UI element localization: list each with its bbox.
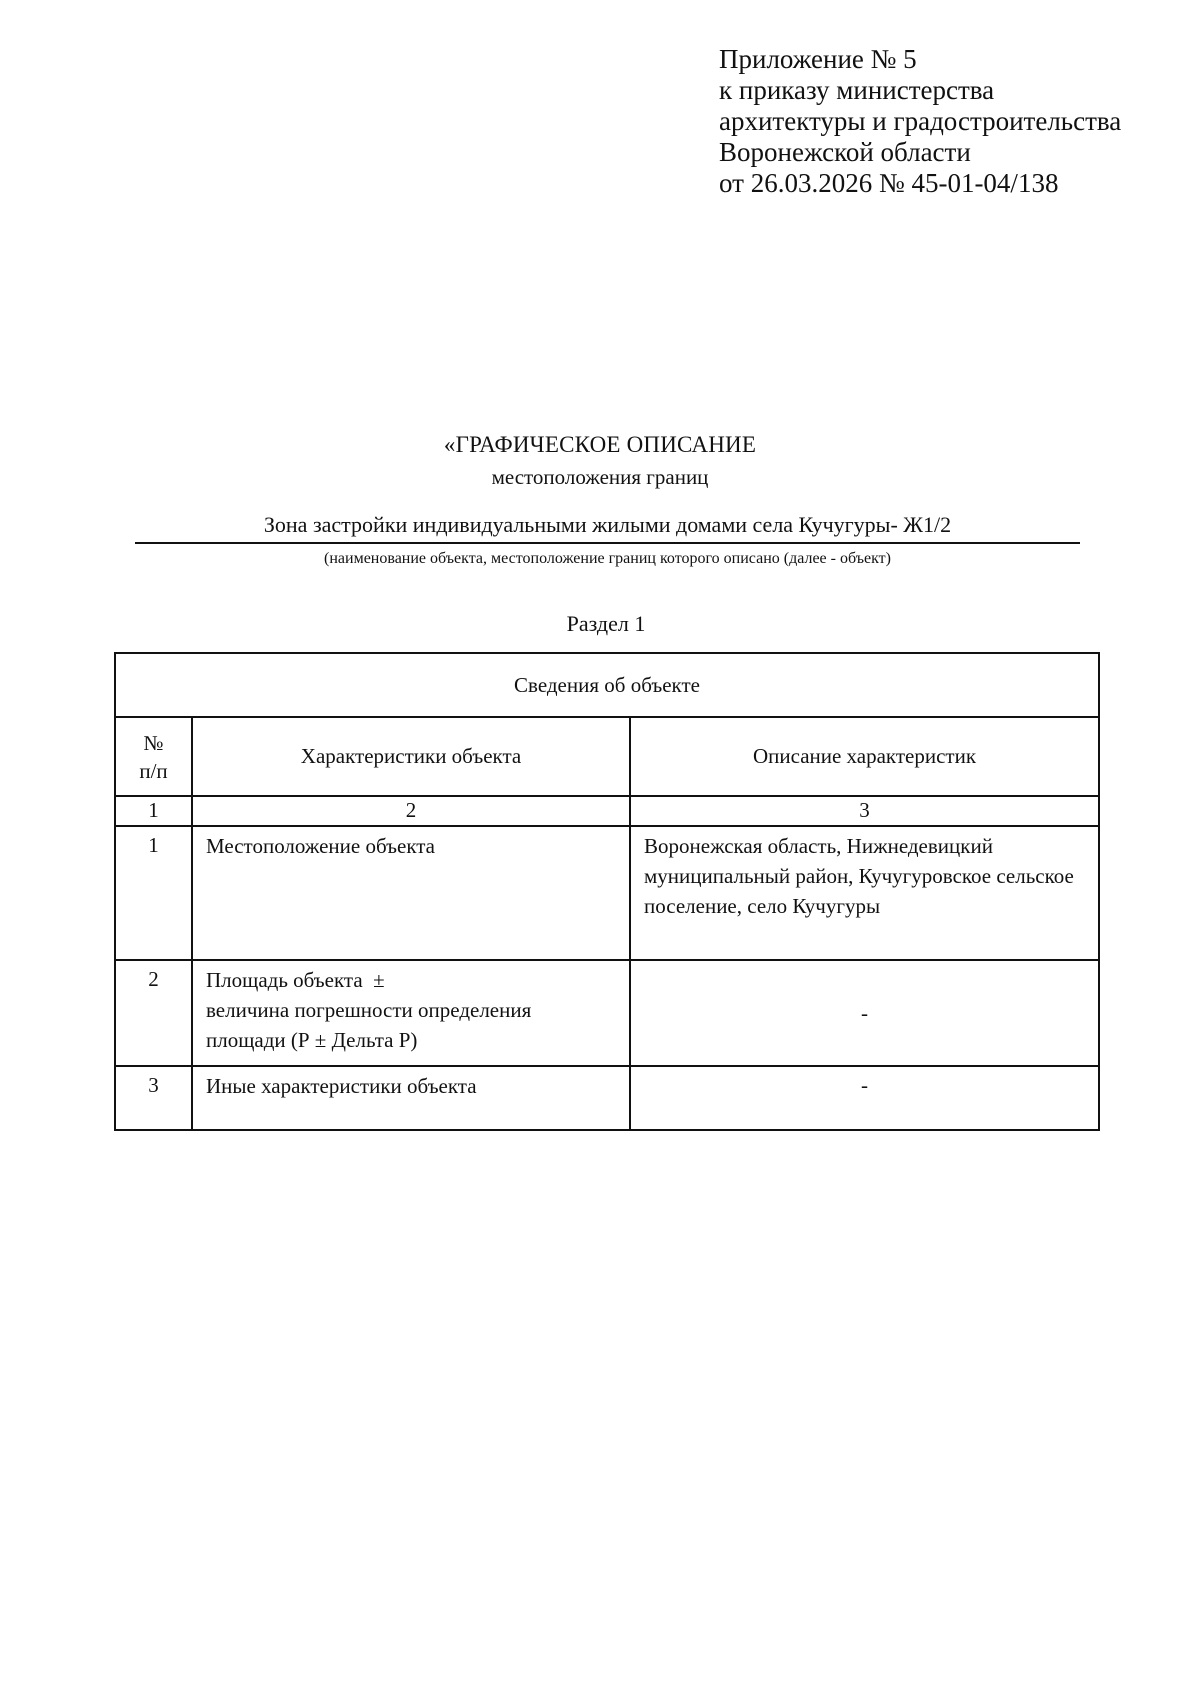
object-name-note: (наименование объекта, местоположение границ которого описано (далее - объект): [324, 550, 891, 567]
header-number-line2: п/п: [139, 758, 168, 783]
row-description: Воронежская область, Нижнедевицкий муниципальный район, Кучугуровское сельское поселение, село Кучугуры: [630, 826, 1099, 960]
section-title: Раздел 1: [566, 611, 646, 636]
document-subtitle: местоположения границ: [491, 465, 709, 489]
row-characteristic: Местоположение объекта: [192, 826, 630, 960]
annex-line: Воронежской области: [719, 137, 971, 167]
row-characteristic-line: площади (Р ± Дельта Р): [206, 1028, 418, 1052]
table-row: [115, 826, 1099, 960]
row-characteristic-line: величина погрешности определения: [206, 998, 532, 1022]
header-characteristics: Характеристики объекта: [192, 717, 630, 796]
row-characteristic: [192, 960, 630, 1066]
object-name: Зона застройки индивидуальными жилыми домами села Кучугуры- Ж1/2: [135, 508, 1080, 544]
row-characteristic-line: Площадь объекта ±: [206, 968, 385, 992]
row-number: 2: [115, 960, 192, 1066]
index-cell: 3: [630, 796, 1099, 826]
object-info-table: [114, 652, 1100, 1131]
document-heading: [0, 430, 1200, 492]
row-description: -: [630, 1066, 1099, 1130]
row-characteristic: Иные характеристики объекта: [192, 1066, 630, 1130]
index-cell: 2: [192, 796, 630, 826]
annex-line: Приложение № 5: [719, 44, 917, 74]
index-cell: 1: [115, 796, 192, 826]
table-row: [115, 1066, 1099, 1130]
row-number: 1: [115, 826, 192, 960]
header-number-line1: №: [143, 730, 164, 755]
annex-line: от 26.03.2026 № 45-01-04/138: [719, 168, 1059, 198]
annex-block: [719, 44, 1121, 199]
row-number: 3: [115, 1066, 192, 1130]
table-caption: Сведения об объекте: [115, 653, 1099, 717]
document-title: «ГРАФИЧЕСКОЕ ОПИСАНИЕ: [443, 432, 757, 457]
header-number: [115, 717, 192, 796]
annex-line: архитектуры и градостроительства: [719, 106, 1122, 136]
row-description: -: [630, 960, 1099, 1066]
annex-line: к приказу министерства: [719, 75, 995, 105]
table-header-row: [115, 717, 1099, 796]
table-row: [115, 960, 1099, 1066]
table-index-row: [115, 796, 1099, 826]
header-description: Описание характеристик: [630, 717, 1099, 796]
